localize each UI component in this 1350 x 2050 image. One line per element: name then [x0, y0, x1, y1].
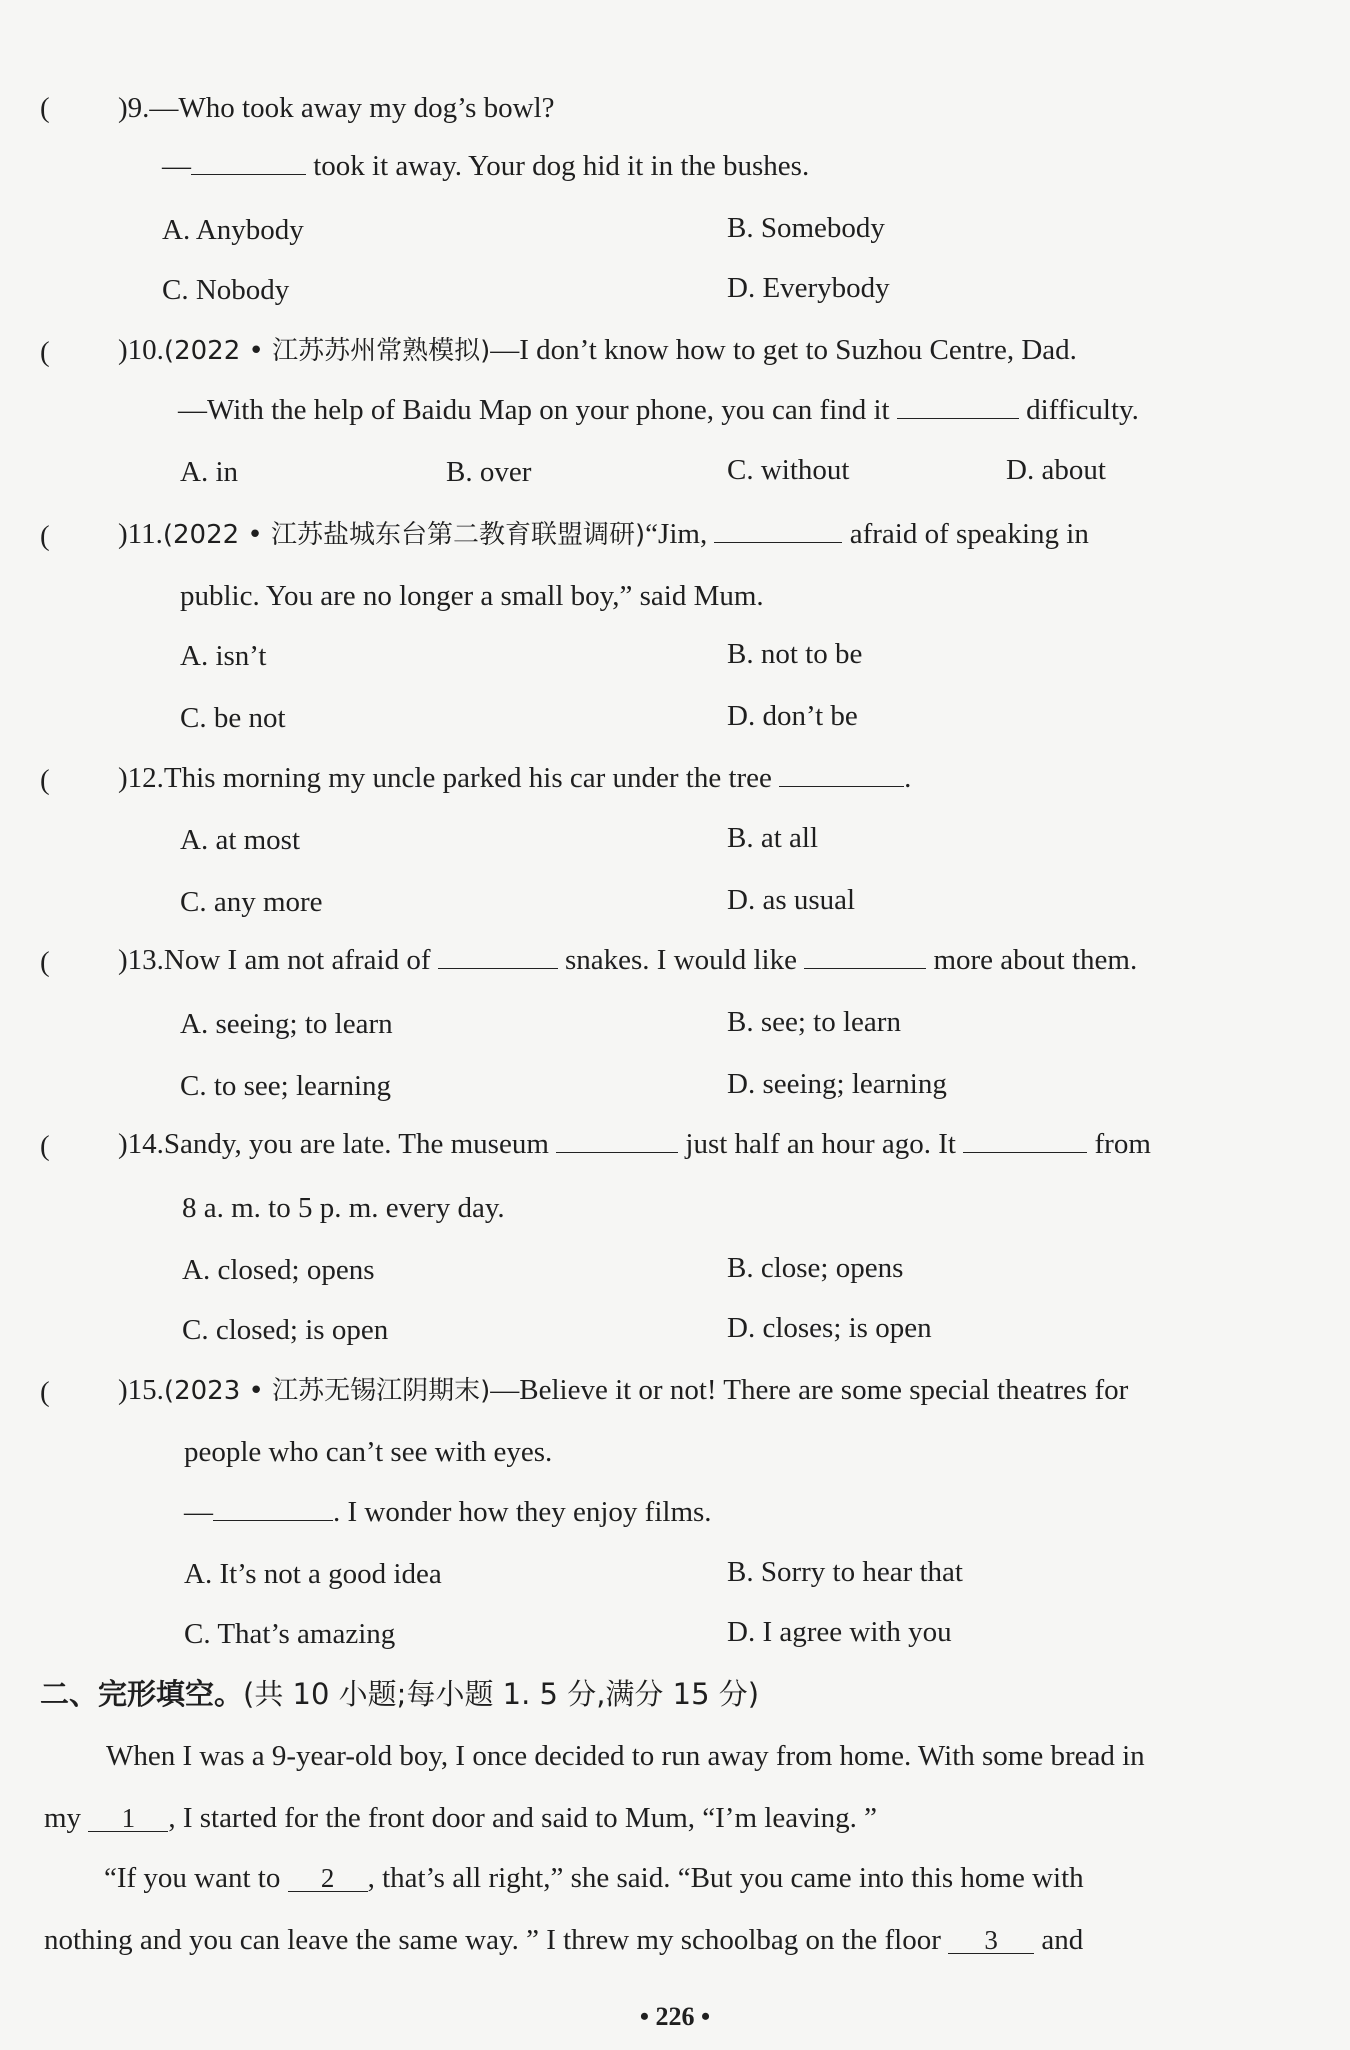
section-heading: 二、完形填空。(共 10 小题;每小题 1. 5 分,满分 15 分): [40, 1677, 760, 1711]
question-source: (2022 • 江苏苏州常熟模拟): [163, 336, 491, 366]
option-a[interactable]: A. at most: [180, 824, 301, 856]
question-15-line-3: — . I wonder how they enjoy films.: [184, 1496, 712, 1528]
option-b[interactable]: B. Somebody: [727, 212, 885, 244]
question-10-line-2: —With the help of Baidu Map on your phone, you can find it difficulty.: [178, 394, 1139, 426]
option-c[interactable]: C. any more: [180, 886, 323, 918]
option-b[interactable]: B. at all: [727, 822, 819, 854]
answer-blank[interactable]: [779, 760, 904, 787]
option-c[interactable]: C. without: [727, 454, 850, 486]
option-d[interactable]: D. closes; is open: [727, 1312, 932, 1344]
passage-line-4: nothing and you can leave the same way. ” I threw my schoolbag on the floor 3 and: [44, 1924, 1084, 1956]
answer-bracket[interactable]: (: [40, 764, 50, 796]
option-a[interactable]: A. in: [180, 456, 238, 488]
question-9-line-1: )9.—Who took away my dog’s bowl?: [118, 92, 555, 124]
answer-bracket[interactable]: (: [40, 520, 50, 552]
cloze-blank-1[interactable]: 1: [88, 1805, 168, 1832]
answer-bracket[interactable]: (: [40, 1376, 50, 1408]
option-c[interactable]: C. be not: [180, 702, 286, 734]
option-d[interactable]: D. about: [1006, 454, 1106, 486]
option-b[interactable]: B. see; to learn: [727, 1006, 901, 1038]
page-number: • 226 •: [639, 2002, 711, 2031]
option-b[interactable]: B. close; opens: [727, 1252, 904, 1284]
question-14-line-2: 8 a. m. to 5 p. m. every day.: [182, 1192, 505, 1224]
option-d[interactable]: D. as usual: [727, 884, 856, 916]
answer-blank[interactable]: [191, 148, 306, 175]
question-15-line-1: )15.(2023 • 江苏无锡江阴期末)—Believe it or not! There are some special theatres for: [118, 1374, 1129, 1406]
answer-blank[interactable]: [714, 516, 842, 543]
option-a[interactable]: A. Anybody: [162, 214, 304, 246]
answer-bracket[interactable]: (: [40, 1130, 50, 1162]
question-13-line-1: )13.Now I am not afraid of snakes. I would like more about them.: [118, 944, 1138, 976]
option-b[interactable]: B. not to be: [727, 638, 863, 670]
option-b[interactable]: B. over: [446, 456, 532, 488]
option-d[interactable]: D. I agree with you: [727, 1616, 952, 1648]
answer-blank[interactable]: [213, 1494, 333, 1521]
question-15-line-2: people who can’t see with eyes.: [184, 1436, 553, 1468]
answer-blank[interactable]: [438, 942, 558, 969]
option-c[interactable]: C. That’s amazing: [184, 1618, 396, 1650]
question-12-line-1: )12.This morning my uncle parked his car under the tree .: [118, 762, 912, 794]
answer-blank[interactable]: [897, 392, 1019, 419]
answer-blank[interactable]: [804, 942, 926, 969]
option-c[interactable]: C. to see; learning: [180, 1070, 392, 1102]
option-c[interactable]: C. Nobody: [162, 274, 290, 306]
question-11-line-1: )11.(2022 • 江苏盐城东台第二教育联盟调研)“Jim, afraid of speaking in: [118, 518, 1089, 550]
option-d[interactable]: D. Everybody: [727, 272, 890, 304]
answer-bracket[interactable]: (: [40, 336, 50, 368]
question-11-line-2: public. You are no longer a small boy,” said Mum.: [180, 580, 764, 612]
option-c[interactable]: C. closed; is open: [182, 1314, 389, 1346]
question-source: (2023 • 江苏无锡江阴期末): [163, 1376, 491, 1406]
passage-line-1: When I was a 9-year-old boy, I once decided to run away from home. With some bread in: [106, 1740, 1145, 1772]
option-b[interactable]: B. Sorry to hear that: [727, 1556, 963, 1588]
option-a[interactable]: A. seeing; to learn: [180, 1008, 393, 1040]
question-source: (2022 • 江苏盐城东台第二教育联盟调研): [162, 520, 646, 550]
option-a[interactable]: A. isn’t: [180, 640, 267, 672]
option-a[interactable]: A. closed; opens: [182, 1254, 375, 1286]
answer-blank[interactable]: [963, 1126, 1087, 1153]
passage-line-2: my 1 , I started for the front door and said to Mum, “I’m leaving. ”: [44, 1802, 877, 1834]
passage-line-3: “If you want to 2 , that’s all right,” she said. “But you came into this home with: [104, 1862, 1084, 1894]
answer-bracket[interactable]: (: [40, 92, 50, 124]
cloze-blank-2[interactable]: 2: [288, 1865, 368, 1892]
answer-bracket[interactable]: (: [40, 946, 50, 978]
question-14-line-1: )14.Sandy, you are late. The museum just half an hour ago. It from: [118, 1128, 1151, 1160]
answer-blank[interactable]: [556, 1126, 678, 1153]
option-d[interactable]: D. don’t be: [727, 700, 858, 732]
question-9-line-2: — took it away. Your dog hid it in the bushes.: [162, 150, 810, 182]
option-a[interactable]: A. It’s not a good idea: [184, 1558, 442, 1590]
cloze-blank-3[interactable]: 3: [948, 1927, 1034, 1954]
question-10-line-1: )10.(2022 • 江苏苏州常熟模拟)—I don’t know how to get to Suzhou Centre, Dad.: [118, 334, 1077, 366]
option-d[interactable]: D. seeing; learning: [727, 1068, 947, 1100]
